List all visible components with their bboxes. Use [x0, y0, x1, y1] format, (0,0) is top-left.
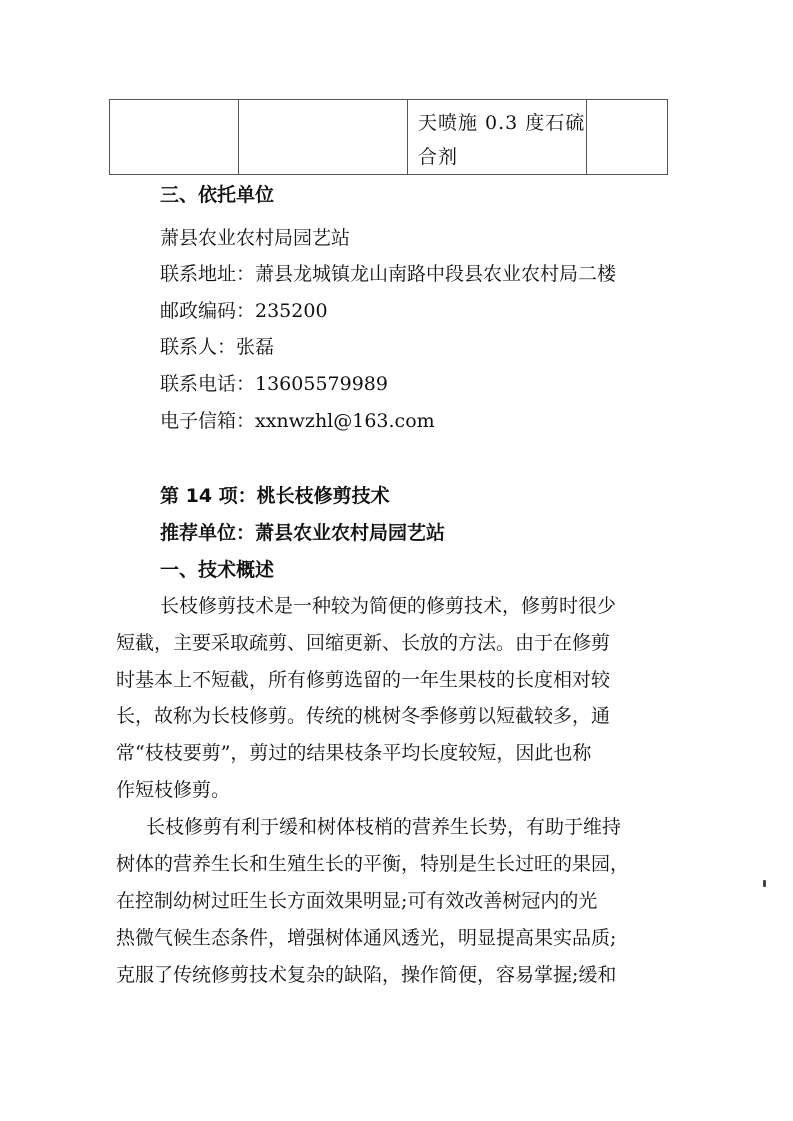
table-cell-empty	[587, 100, 668, 175]
para1-line: 时基本上不短截，所有修剪选留的一年生果枝的长度相对较	[116, 669, 611, 691]
item-title: 第 14 项：桃长枝修剪技术	[160, 485, 390, 507]
para2-line: 在控制幼树过旺生长方面效果明显;可有效改善树冠内的光	[116, 890, 598, 912]
table-cell-treatment	[408, 100, 587, 175]
table-row	[110, 100, 668, 175]
postal-code: 邮政编码：235200	[160, 300, 328, 322]
recommending-unit: 推荐单位：萧县农业农村局园艺站	[160, 522, 446, 544]
para1-line: 长枝修剪技术是一种较为简便的修剪技术，修剪时很少	[160, 595, 617, 617]
para1-line: 短截，主要采取疏剪、回缩更新、长放的方法。由于在修剪	[116, 632, 611, 654]
para2-line: 长枝修剪有利于缓和树体枝梢的营养生长势，有助于维持	[146, 816, 622, 838]
para1-line: 作短枝修剪。	[116, 779, 231, 801]
table-cell-line-1: 天喷施 0.3 度石硫	[418, 112, 586, 134]
contact-person: 联系人：张磊	[160, 336, 275, 358]
para2-line: 克服了传统修剪技术复杂的缺陷，操作简便，容易掌握;缓和	[116, 964, 617, 986]
para2-line: 树体的营养生长和生殖生长的平衡，特别是生长过旺的果园，	[116, 853, 630, 875]
contact-email: 电子信箱：xxnwzhl@163.com	[160, 410, 435, 432]
contact-phone: 联系电话：13605579989	[160, 373, 388, 395]
scan-mark	[763, 880, 766, 887]
section-heading-overview: 一、技术概述	[160, 559, 275, 581]
table-cell-text	[408, 100, 586, 174]
table-cell-line-2: 合剂	[418, 146, 459, 168]
table-fragment	[109, 99, 668, 175]
para1-line: 常“枝枝要剪”，剪过的结果枝条平均长度较短，因此也称	[116, 742, 592, 764]
section-heading-support-unit: 三、依托单位	[160, 184, 275, 206]
table-cell-empty	[239, 100, 408, 175]
contact-address: 联系地址：萧县龙城镇龙山南路中段县农业农村局二楼	[160, 263, 617, 285]
support-unit-name: 萧县农业农村局园艺站	[160, 227, 351, 249]
para2-line: 热微气候生态条件，增强树体通风透光，明显提高果实品质;	[116, 927, 617, 949]
table-cell-empty	[110, 100, 239, 175]
para1-line: 长，故称为长枝修剪。传统的桃树冬季修剪以短截较多，通	[116, 705, 611, 727]
